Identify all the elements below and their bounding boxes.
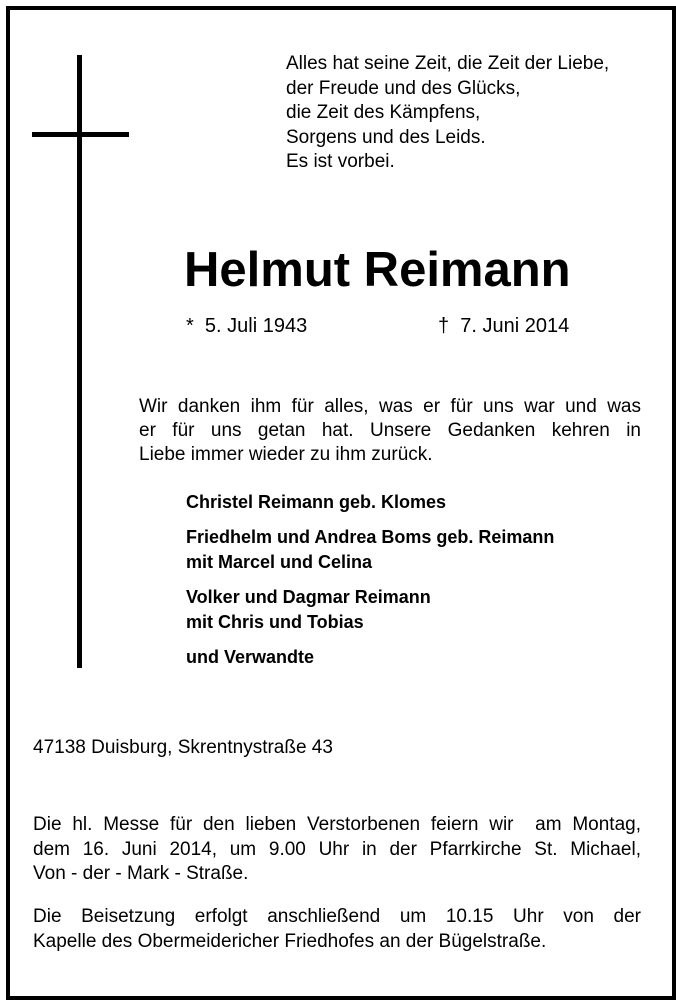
burial-line: Die Beisetzung erfolgt anschließend um 10.15 Uhr von der bbox=[33, 906, 641, 927]
mourner-group bbox=[186, 645, 554, 670]
poem-line: die Zeit des Kämpfens, bbox=[286, 102, 481, 123]
deceased-name: Helmut Reimann bbox=[184, 243, 571, 297]
birth-date: * 5. Juli 1943 bbox=[186, 315, 308, 337]
mourner-line: mit Marcel und Celina bbox=[186, 552, 373, 572]
mourners-list bbox=[186, 490, 554, 680]
mourner-line: Friedhelm und Andrea Boms geb. Reimann bbox=[186, 527, 555, 547]
burial-paragraph bbox=[33, 905, 641, 954]
mourner-group bbox=[186, 585, 554, 635]
mourner-group bbox=[186, 490, 554, 515]
mourner-line: Christel Reimann geb. Klomes bbox=[186, 492, 447, 512]
thanks-paragraph bbox=[139, 395, 641, 467]
poem-line: Sorgens und des Leids. bbox=[286, 126, 486, 148]
poem-line: der Freude und des Glücks, bbox=[286, 77, 521, 99]
thanks-line: er für uns getan hat. Unsere Gedanken kehren in bbox=[139, 420, 641, 441]
mass-line: Die hl. Messe für den lieben Verstorbenen feiern wir am Montag, bbox=[33, 814, 641, 835]
mourner-line: Volker und Dagmar Reimann bbox=[186, 587, 431, 607]
cross-vertical-bar bbox=[77, 55, 82, 668]
burial-line: Kapelle des Obermeidericher Friedhofes an der Bügelstraße. bbox=[33, 930, 547, 952]
mass-line: dem 16. Juni 2014, um 9.00 Uhr in der Pfarrkirche St. Michael, bbox=[33, 838, 641, 860]
poem bbox=[286, 52, 609, 175]
death-date: † 7. Juni 2014 bbox=[438, 315, 570, 337]
mourner-group bbox=[186, 525, 554, 575]
mourner-line: mit Chris und Tobias bbox=[186, 612, 364, 632]
thanks-line: Liebe immer wieder zu ihm zurück. bbox=[139, 444, 433, 465]
address: 47138 Duisburg, Skrentnystraße 43 bbox=[33, 737, 333, 758]
poem-line: Alles hat seine Zeit, die Zeit der Liebe, bbox=[286, 53, 610, 74]
mass-paragraph bbox=[33, 813, 641, 887]
poem-line: Es ist vorbei. bbox=[286, 151, 395, 172]
mourner-line: und Verwandte bbox=[186, 647, 315, 667]
cross-horizontal-bar bbox=[32, 132, 129, 137]
mass-line: Von - der - Mark - Straße. bbox=[33, 863, 249, 884]
thanks-line: Wir danken ihm für alles, was er für uns war und was bbox=[139, 396, 641, 417]
